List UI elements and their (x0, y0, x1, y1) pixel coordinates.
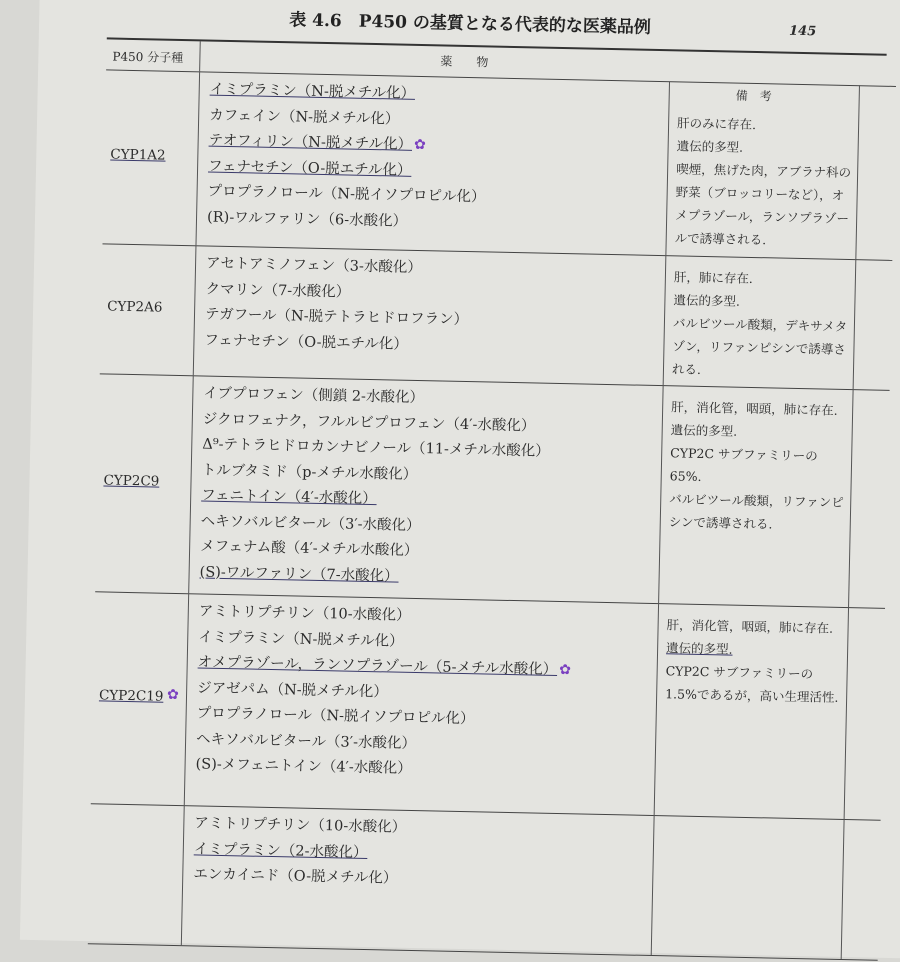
drug-text: トルブタミド（p-メチル水酸化） (201, 461, 418, 483)
species-name: CYP2A6 (107, 298, 163, 316)
note-text: 喫煙，焦げた肉，アブラナ科の野菜（ブロッコリーなど），オメプラゾール，ランソプラゾールで誘導される. (674, 161, 852, 248)
drug-text: フェナセチン（O-脱エチル化） (204, 332, 408, 353)
handwritten-mark-icon: ✿ (413, 136, 427, 154)
table-caption: 表 4.6 P450 の基質となる代表的な医薬品例 (289, 10, 652, 38)
notes-cell (655, 603, 849, 819)
table-row (88, 803, 881, 961)
note-text: 遺伝的多型. (670, 422, 738, 439)
drug-text: イミプラミン（N-脱メチル化） (209, 81, 416, 102)
drug-text: プロプラノロール（N-脱イソプロピル化） (207, 183, 486, 206)
drug-text: クマリン（7-水酸化） (205, 281, 351, 301)
drug-text: テオフィリン（N-脱メチル化） (208, 132, 413, 153)
notes-cell (664, 255, 857, 389)
note-text: 肝，消化管，咽頭，肺に存在. (671, 399, 838, 418)
header-drugs-label: 薬 物 (440, 54, 489, 70)
drug-text: フェニトイン（4′-水酸化） (201, 487, 377, 508)
handwritten-mark-icon: ✿ (166, 686, 179, 704)
note-text: バルビツール酸類，デキサメタゾン，リファンピシンで誘導される. (671, 315, 848, 377)
table-row (91, 591, 885, 820)
notes-cell (652, 815, 845, 959)
species-name: CYP2C19 (98, 687, 164, 705)
drug-text: オメプラゾール，ランソプラゾール（5-メチル水酸化） (197, 654, 558, 678)
drug-text: (S)-ワルファリン（7-水酸化） (199, 563, 399, 585)
drug-text: イブプロフェン（側鎖 2-水酸化） (203, 385, 425, 407)
book-page (20, 0, 900, 959)
header-notes: 備 考 (735, 88, 772, 104)
drug-text: イミプラミン（N-脱メチル化） (198, 628, 404, 650)
table-row (100, 243, 893, 391)
note-text: 遺伝的多型. (676, 138, 744, 155)
species-cell (102, 69, 200, 245)
drug-text: ジクロフェナク，フルルビプロフェン（4′-水酸化） (202, 411, 536, 434)
species-cell (100, 243, 197, 375)
note-text: 肝，肺に存在. (673, 269, 754, 286)
table-row (102, 69, 895, 261)
notes-cell (666, 81, 860, 259)
header-species (106, 39, 201, 71)
drug-text: カフェイン（N-脱メチル化） (209, 107, 400, 128)
drug-text: テガフール（N-脱テトラヒドロフラン） (204, 306, 469, 329)
table-row (95, 373, 889, 608)
drug-text: フェナセチン（O-脱エチル化） (207, 158, 412, 179)
species-name: CYP1A2 (110, 146, 166, 164)
drug-text: メフェナム酸（4′-メチル水酸化） (200, 538, 419, 560)
drug-text: アミトリプチリン（10-水酸化） (194, 815, 407, 836)
drugs-cell (189, 375, 663, 603)
drug-text: アセトアミノフェン（3-水酸化） (205, 255, 423, 277)
note-text: 肝のみに存在. (676, 115, 757, 133)
drug-text: イミプラミン（2-水酸化） (193, 840, 368, 861)
drug-text: ヘキソバルビタール（3′-水酸化） (195, 730, 417, 752)
species-cell (88, 803, 185, 945)
drugs-cell (194, 245, 667, 385)
drugs-cell (196, 71, 670, 255)
drug-text: プロプラノロール（N-脱イソプロピル化） (196, 705, 475, 728)
note-text: 肝，消化管，咽頭，肺に存在. (666, 617, 834, 636)
species-cell (95, 373, 194, 593)
drug-text: (R)-ワルファリン（6-水酸化） (206, 209, 408, 230)
drugs-cell (185, 593, 659, 815)
note-text: バルビツール酸類，リファンピシンで誘導される. (668, 491, 844, 532)
species-name: CYP2C9 (103, 472, 160, 490)
drug-text: ヘキソバルビタール（3′-水酸化） (200, 512, 421, 534)
note-text: 遺伝的多型. (665, 640, 733, 657)
note-text: 遺伝的多型. (673, 292, 741, 309)
note-text: CYP2C サブファミリーの 65%. (669, 445, 818, 484)
species-cell (91, 591, 189, 805)
note-text: CYP2C サブファミリーの 1.5%であるが，高い生理活性. (665, 663, 839, 705)
notes-cell (659, 385, 854, 607)
drug-text: (S)-メフェニトイン（4′-水酸化） (195, 756, 412, 777)
drug-text: ジアゼパム（N-脱メチル化） (197, 679, 389, 700)
drugs-cell (182, 805, 655, 955)
drug-text: アミトリプチリン（10-水酸化） (198, 603, 411, 624)
page-number: 145 (788, 23, 817, 40)
drug-text: エンカイニド（O-脱メチル化） (193, 866, 398, 887)
header-species-label: P450 分子種 (112, 49, 184, 66)
drug-text: Δ⁹-テトラヒドロカンナビノール（11-メチル水酸化） (202, 436, 550, 460)
handwritten-mark-icon: ✿ (559, 662, 572, 679)
